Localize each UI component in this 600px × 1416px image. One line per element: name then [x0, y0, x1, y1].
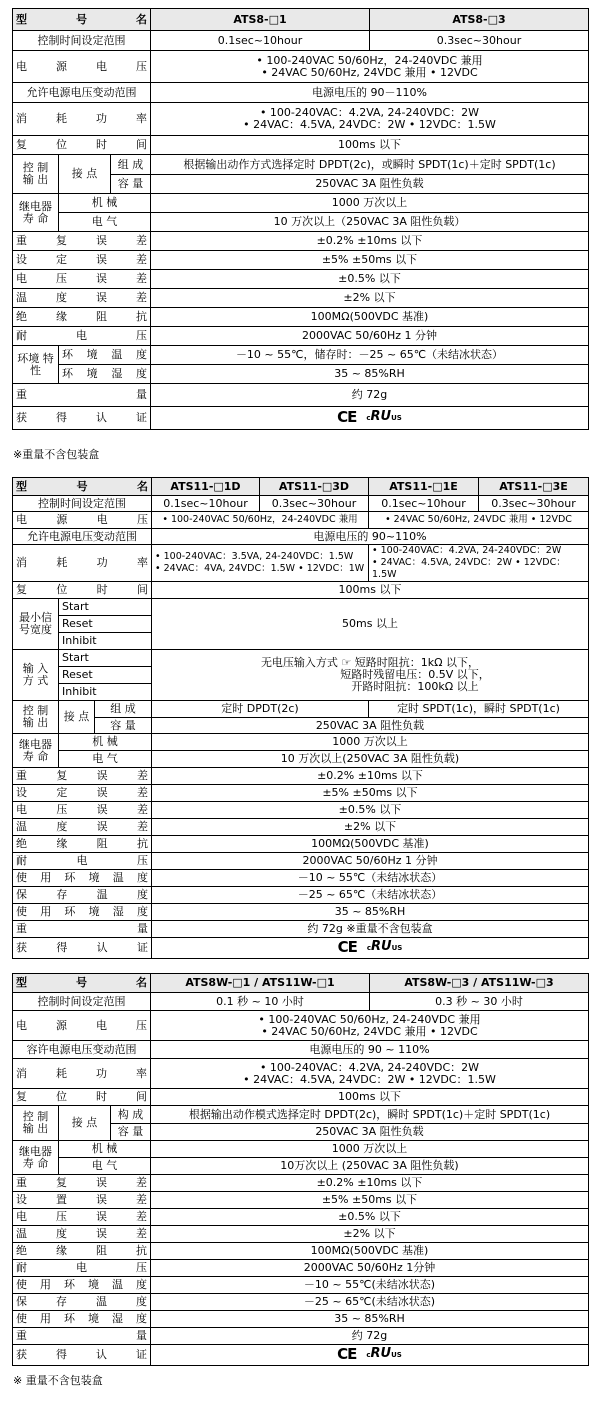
- ambient-temp-label: 环 境 温 度: [59, 346, 151, 365]
- mechanical-value: 1000 万次以上: [152, 734, 589, 751]
- electrical-label: 电 气: [59, 213, 151, 232]
- contact-label: 接 点: [59, 1106, 111, 1141]
- setting-error-value: ±5% ±50ms 以下: [152, 785, 589, 802]
- repeat-error-label: 重 复 误 差: [13, 1175, 151, 1192]
- capacity-value: 250VAC 3A 阻性负载: [151, 175, 589, 194]
- capacity-label: 容 量: [95, 718, 152, 734]
- temperature-error-value: ±2% 以下: [152, 819, 589, 836]
- temperature-error-value: ±2% 以下: [151, 289, 589, 308]
- voltage-error-value: ±0.5% 以下: [152, 802, 589, 819]
- consumption-label: 消 耗 功 率: [13, 103, 151, 136]
- model-name: ATS8-□1: [151, 9, 370, 31]
- contact-label: 接 点: [59, 155, 111, 194]
- environment-label: 环境 特性: [13, 346, 59, 384]
- time-range-value: 0.3sec~30hour: [479, 496, 589, 512]
- control-output-label: 控 制 输 出: [13, 1106, 59, 1141]
- min-signal-value: 50ms 以上: [152, 599, 589, 650]
- model-header-label: 型 号 名: [13, 974, 151, 993]
- electrical-value: 10 万次以上(250VAC 3A 阻性负载): [152, 751, 589, 768]
- time-range-value: 0.3sec~30hour: [370, 31, 589, 51]
- time-range-value: 0.3sec~30hour: [260, 496, 369, 512]
- capacity-value: 250VAC 3A 阻性负载: [151, 1124, 589, 1141]
- voltage-value: • 24VAC 50/60Hz, 24VDC 兼用 • 12VDC: [369, 512, 589, 529]
- mechanical-label: 机 械: [59, 194, 151, 213]
- operating-humidity-label: 使 用 环 境 湿 度: [13, 904, 152, 921]
- reset-time-label: 复 位 时 间: [13, 1089, 151, 1106]
- mechanical-value: 1000 万次以上: [151, 1141, 589, 1158]
- control-output-label: 控 制 输 出: [13, 701, 59, 734]
- relay-life-label: 继电器 寿 命: [13, 1141, 59, 1175]
- voltage-label: 电 源 电 压: [13, 51, 151, 83]
- weight-label: 重 量: [13, 384, 151, 407]
- certification-label: 获 得 认 证: [13, 938, 152, 959]
- mechanical-label: 机 械: [59, 734, 152, 751]
- temperature-error-label: 温 度 误 差: [13, 289, 151, 308]
- weight-label: 重 量: [13, 921, 152, 938]
- composition-value: 根据输出动作模式选择定时 DPDT(2c)，瞬时 SPDT(1c)＋定时 SPDT(1c): [151, 1106, 589, 1124]
- weight-value: 约 72g ※重量不含包装盒: [152, 921, 589, 938]
- ce-mark-icon: CE: [337, 938, 357, 957]
- relay-life-label: 继电器 寿 命: [13, 194, 59, 232]
- operating-temp-label: 使 用 环 境 温 度: [13, 870, 152, 887]
- allowed-range-label: 允许电源电压变动范围: [13, 529, 152, 545]
- composition-label: 组 成: [111, 155, 151, 175]
- setting-error-label: 设 置 误 差: [13, 1192, 151, 1209]
- signal-inhibit-label: Inhibit: [59, 633, 152, 650]
- ce-mark-icon: CE: [337, 408, 357, 427]
- repeat-error-value: ±0.2% ±10ms 以下: [151, 1175, 589, 1192]
- dielectric-label: 耐 电 压: [13, 853, 152, 870]
- voltage-error-value: ±0.5% 以下: [151, 1209, 589, 1226]
- voltage-value: • 100-240VAC 50/60Hz, 24-240VDC 兼用 • 24VAC 50/60Hz, 24VDC 兼用 • 12VDC: [151, 1011, 589, 1041]
- capacity-label: 容 量: [111, 175, 151, 194]
- ambient-temp-value: －10 ~ 55℃，储存时：－25 ~ 65℃（未结冰状态）: [151, 346, 589, 365]
- model-name: ATS11-□1E: [369, 478, 479, 496]
- input-reset-label: Reset: [59, 667, 152, 684]
- electrical-label: 电 气: [59, 751, 152, 768]
- voltage-label: 电 源 电 压: [13, 1011, 151, 1041]
- time-range-value: 0.1sec~10hour: [369, 496, 479, 512]
- model-header-label: 型 号 名: [13, 9, 151, 31]
- storage-temp-value: －25 ~ 65℃(未结冰状态): [151, 1294, 589, 1311]
- allowed-range-value: 电源电压的 90~110%: [152, 529, 589, 545]
- temperature-error-label: 温 度 误 差: [13, 819, 152, 836]
- setting-error-value: ±5% ±50ms 以下: [151, 251, 589, 270]
- allowed-range-value: 电源电压的 90 ~ 110%: [151, 1041, 589, 1059]
- certification-marks: [152, 938, 589, 959]
- model-name: ATS11-□3D: [260, 478, 369, 496]
- insulation-value: 100MΩ(500VDC 基准): [151, 308, 589, 327]
- input-method-label: 输 入 方 式: [13, 650, 59, 701]
- repeat-error-label: 重 复 误 差: [13, 768, 152, 785]
- storage-temp-label: 保 存 温 度: [13, 1294, 151, 1311]
- mechanical-value: 1000 万次以上: [151, 194, 589, 213]
- ambient-humidity-label: 环 境 湿 度: [59, 365, 151, 384]
- time-range-value: 0.1 秒 ~ 10 小时: [151, 993, 370, 1011]
- dielectric-label: 耐 电 压: [13, 1260, 151, 1277]
- composition-label: 组 成: [95, 701, 152, 718]
- input-inhibit-label: Inhibit: [59, 684, 152, 701]
- ul-mark-icon: cRUUS: [366, 938, 403, 954]
- weight-value: 约 72g: [151, 384, 589, 407]
- allowed-range-label: 允许电源电压变动范围: [13, 83, 151, 103]
- spec-table-ats8: [12, 8, 589, 430]
- insulation-label: 绝 缘 阻 抗: [13, 308, 151, 327]
- signal-start-label: Start: [59, 599, 152, 616]
- consumption-value: • 100-240VAC：4.2VA, 24-240VDC：2W • 24VAC：4.5VA, 24VDC：2W • 12VDC：1.5W: [369, 545, 589, 582]
- consumption-value: • 100-240VAC：3.5VA, 24-240VDC：1.5W • 24VAC：4VA, 24VDC：1.5W • 12VDC：1W: [152, 545, 369, 582]
- voltage-error-label: 电 压 误 差: [13, 1209, 151, 1226]
- reset-time-label: 复 位 时 间: [13, 136, 151, 155]
- consumption-value: • 100-240VAC：4.2VA, 24-240VDC：2W • 24VAC：4.5VA, 24VDC：2W • 12VDC：1.5W: [151, 1059, 589, 1089]
- insulation-value: 100MΩ(500VDC 基准): [151, 1243, 589, 1260]
- signal-reset-label: Reset: [59, 616, 152, 633]
- ce-mark-icon: CE: [337, 1345, 357, 1364]
- mechanical-label: 机 械: [59, 1141, 151, 1158]
- spec-table-ats8w-ats11w: [12, 973, 589, 1366]
- operating-humidity-label: 使 用 环 境 湿 度: [13, 1311, 151, 1328]
- consumption-label: 消 耗 功 率: [13, 1059, 151, 1089]
- ul-mark-icon: cRUUS: [366, 1345, 402, 1361]
- composition-label: 构 成: [111, 1106, 151, 1124]
- relay-life-label: 继电器 寿 命: [13, 734, 59, 768]
- weight-note: ※ 重量不含包装盒: [13, 1374, 103, 1387]
- reset-time-value: 100ms 以下: [151, 1089, 589, 1106]
- time-range-label: 控制时间设定范围: [13, 31, 151, 51]
- electrical-value: 10 万次以上（250VAC 3A 阻性负载）: [151, 213, 589, 232]
- weight-value: 约 72g: [151, 1328, 589, 1345]
- certification-marks: [151, 1345, 589, 1366]
- capacity-value: 250VAC 3A 阻性负载: [152, 718, 589, 734]
- model-name: ATS11-□3E: [479, 478, 589, 496]
- temperature-error-label: 温 度 误 差: [13, 1226, 151, 1243]
- input-start-label: Start: [59, 650, 152, 667]
- model-name: ATS8W-□1 / ATS11W-□1: [151, 974, 370, 993]
- consumption-label: 消 耗 功 率: [13, 545, 152, 582]
- voltage-value: • 100-240VAC 50/60Hz，24-240VDC 兼用: [152, 512, 369, 529]
- reset-time-label: 复 位 时 间: [13, 582, 152, 599]
- insulation-value: 100MΩ(500VDC 基准): [152, 836, 589, 853]
- composition-value: 定时 DPDT(2c): [152, 701, 369, 718]
- weight-label: 重 量: [13, 1328, 151, 1345]
- dielectric-value: 2000VAC 50/60Hz 1 分钟: [151, 327, 589, 346]
- model-name: ATS8-□3: [370, 9, 589, 31]
- voltage-label: 电 源 电 压: [13, 512, 152, 529]
- model-name: ATS8W-□3 / ATS11W-□3: [370, 974, 589, 993]
- insulation-label: 绝 缘 阻 抗: [13, 1243, 151, 1260]
- consumption-value: • 100-240VAC：4.2VA, 24-240VDC：2W • 24VAC：4.5VA, 24VDC：2W • 12VDC：1.5W: [151, 103, 589, 136]
- storage-temp-label: 保 存 温 度: [13, 887, 152, 904]
- certification-label: 获 得 认 证: [13, 1345, 151, 1366]
- time-range-value: 0.1sec~10hour: [151, 31, 370, 51]
- repeat-error-label: 重 复 误 差: [13, 232, 151, 251]
- input-method-value: 无电压输入方式 ☞ 短路时阻抗：1kΩ 以下， 短路时残留电压：0.5V 以下， 开路时阻抗：100kΩ 以上: [152, 650, 589, 701]
- operating-temp-label: 使 用 环 境 温 度: [13, 1277, 151, 1294]
- voltage-error-label: 电 压 误 差: [13, 270, 151, 289]
- voltage-error-value: ±0.5% 以下: [151, 270, 589, 289]
- allowed-range-value: 电源电压的 90－110%: [151, 83, 589, 103]
- time-range-value: 0.3 秒 ~ 30 小时: [370, 993, 589, 1011]
- operating-humidity-value: 35 ~ 85%RH: [152, 904, 589, 921]
- dielectric-label: 耐 电 压: [13, 327, 151, 346]
- reset-time-value: 100ms 以下: [152, 582, 589, 599]
- insulation-label: 绝 缘 阻 抗: [13, 836, 152, 853]
- voltage-error-label: 电 压 误 差: [13, 802, 152, 819]
- storage-temp-value: －25 ~ 65℃（未结冰状态）: [152, 887, 589, 904]
- time-range-value: 0.1sec~10hour: [152, 496, 260, 512]
- certification-marks: [151, 407, 589, 430]
- setting-error-label: 设 定 误 差: [13, 785, 152, 802]
- ambient-humidity-value: 35 ~ 85%RH: [151, 365, 589, 384]
- repeat-error-value: ±0.2% ±10ms 以下: [152, 768, 589, 785]
- reset-time-value: 100ms 以下: [151, 136, 589, 155]
- setting-error-value: ±5% ±50ms 以下: [151, 1192, 589, 1209]
- repeat-error-value: ±0.2% ±10ms 以下: [151, 232, 589, 251]
- control-output-label: 控 制 输 出: [13, 155, 59, 194]
- temperature-error-value: ±2% 以下: [151, 1226, 589, 1243]
- min-signal-label: 最小信 号宽度: [13, 599, 59, 650]
- ul-mark-icon: cRUUS: [366, 408, 402, 424]
- capacity-label: 容 量: [111, 1124, 151, 1141]
- composition-value: 定时 SPDT(1c)，瞬时 SPDT(1c): [369, 701, 589, 718]
- weight-note: ※重量不含包装盒: [13, 448, 100, 461]
- voltage-value: • 100-240VAC 50/60Hz，24-240VDC 兼用 • 24VAC 50/60Hz, 24VDC 兼用 • 12VDC: [151, 51, 589, 83]
- time-range-label: 控制时间设定范围: [13, 993, 151, 1011]
- allowed-range-label: 容许电源电压变动范围: [13, 1041, 151, 1059]
- electrical-value: 10万次以上 (250VAC 3A 阻性负载): [151, 1158, 589, 1175]
- certification-label: 获 得 认 证: [13, 407, 151, 430]
- model-name: ATS11-□1D: [152, 478, 260, 496]
- time-range-label: 控制时间设定范围: [13, 496, 152, 512]
- operating-temp-value: －10 ~ 55℃(未结冰状态): [151, 1277, 589, 1294]
- dielectric-value: 2000VAC 50/60Hz 1分钟: [151, 1260, 589, 1277]
- electrical-label: 电 气: [59, 1158, 151, 1175]
- contact-label: 接 点: [59, 701, 95, 734]
- spec-table-ats11: [12, 477, 589, 959]
- dielectric-value: 2000VAC 50/60Hz 1 分钟: [152, 853, 589, 870]
- operating-temp-value: －10 ~ 55℃（未结冰状态）: [152, 870, 589, 887]
- composition-value: 根据输出动作方式选择定时 DPDT(2c)，或瞬时 SPDT(1c)＋定时 SPDT(1c): [151, 155, 589, 175]
- model-header-label: 型 号 名: [13, 478, 152, 496]
- setting-error-label: 设 定 误 差: [13, 251, 151, 270]
- operating-humidity-value: 35 ~ 85%RH: [151, 1311, 589, 1328]
